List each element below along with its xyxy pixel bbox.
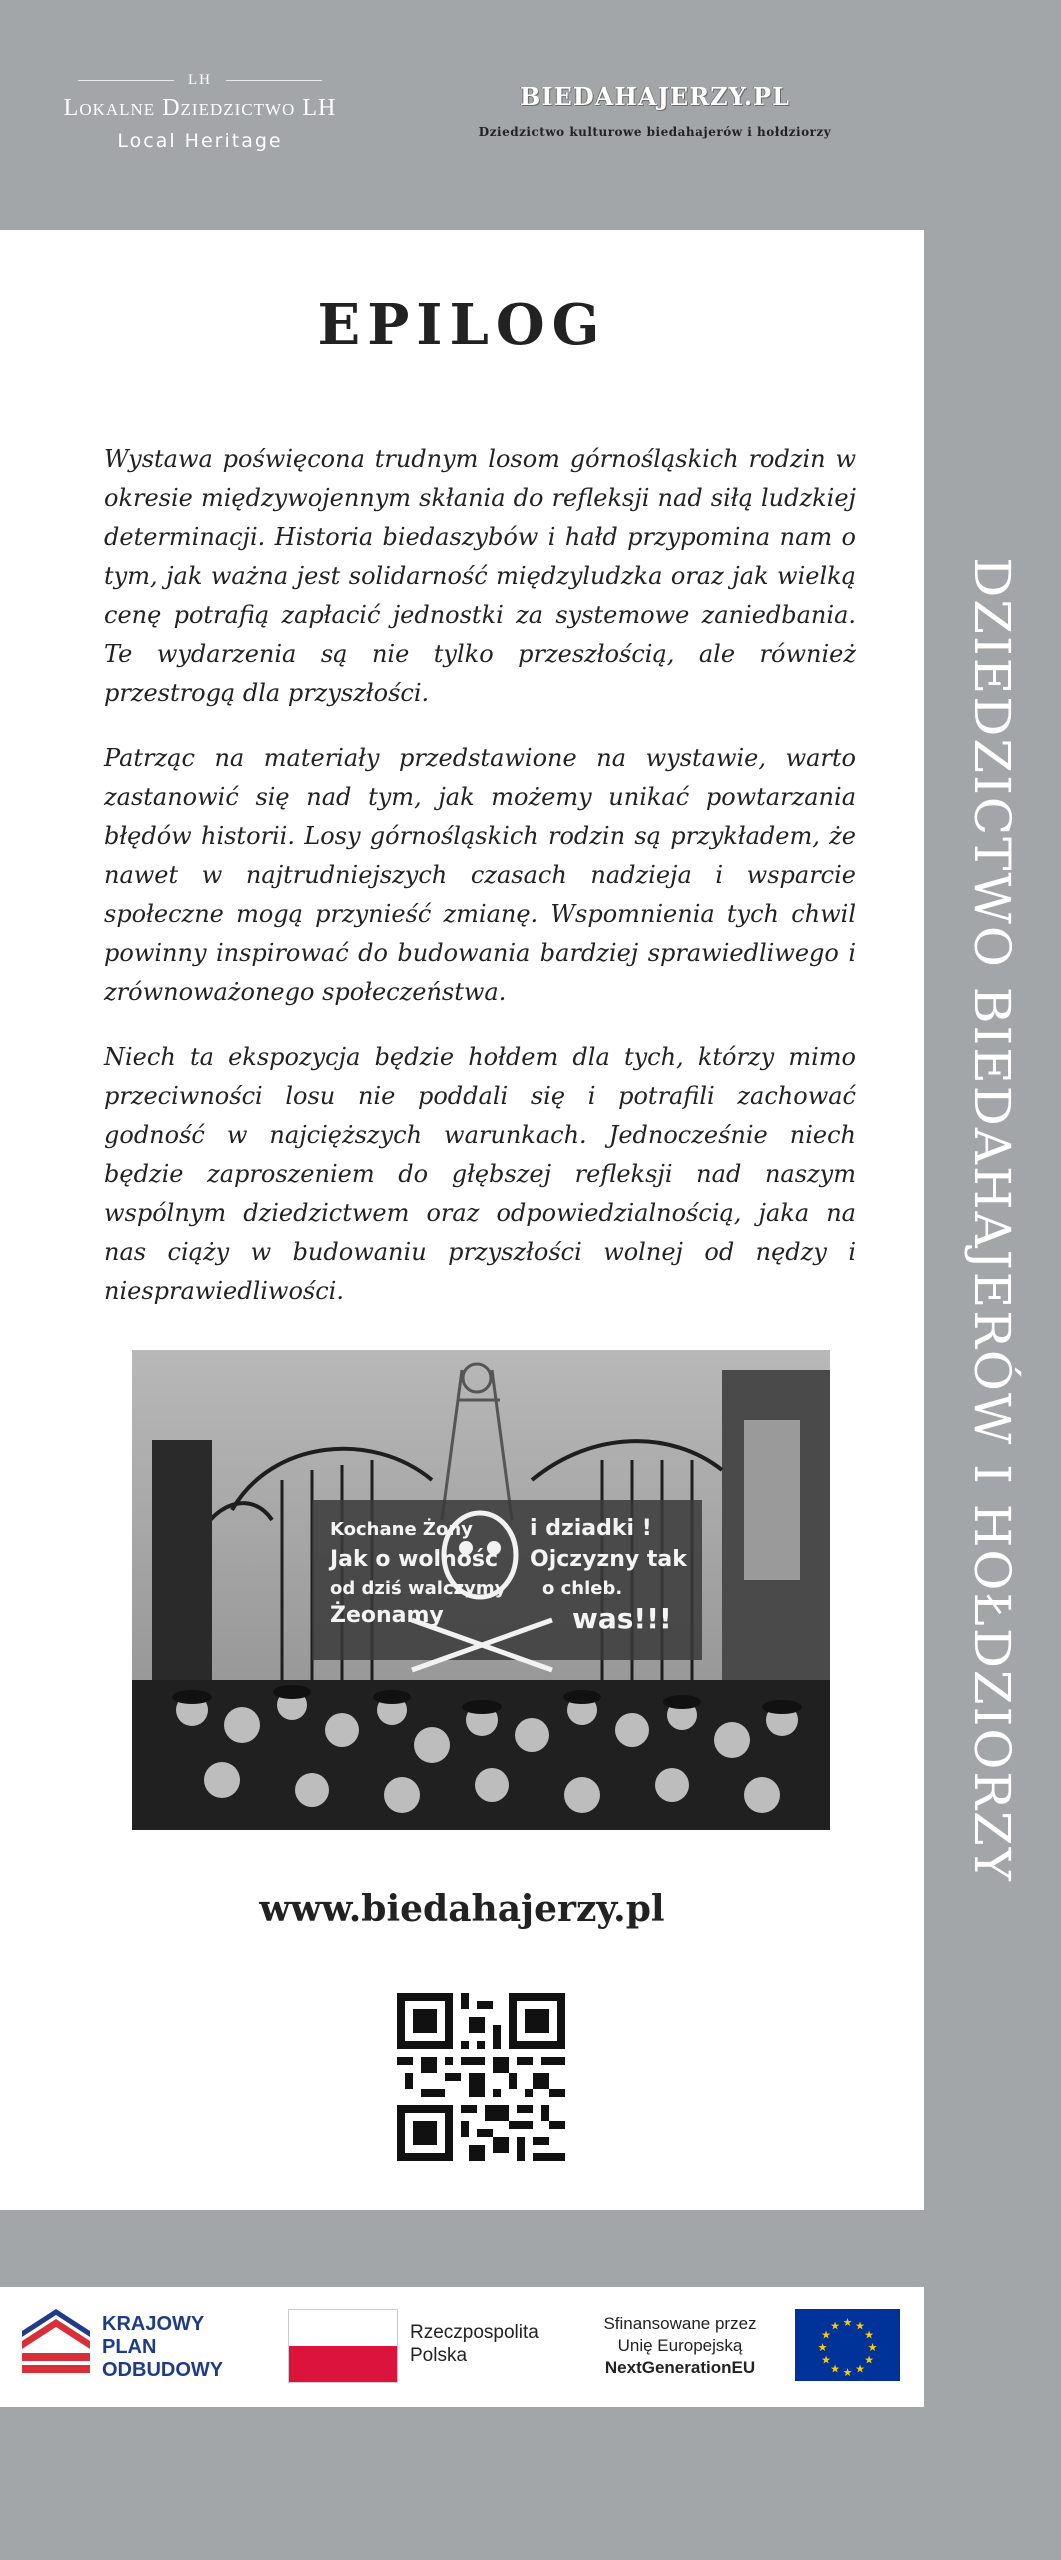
rp-text <box>410 2321 539 2367</box>
paragraph: Patrząc na materiały przedstawione na wystawie, warto zastanowić się nad tym, jak możemy unikać powtarzania błędów historii. Losy górnośląskich rodzin są przykładem, że nawet w najtrudniejszych czasach nadzieja i wsparcie społeczne mogą przynieść zmianę. Wspomnienia tych chwil powinny inspirować do budowania bardziej sprawiedliwego i zrównoważonego społeczeństwa. <box>104 744 856 1006</box>
bh-subtitle: Dziedzictwo kulturowe biedahajerów i hołdziorzy <box>478 125 832 139</box>
eu-line: NextGenerationEU <box>604 2358 756 2377</box>
paragraph: Wystawa poświęcona trudnym losom górnośląskich rodzin w okresie międzywojennym skłania do refleksji nad siłą ludzkiej determinacji. Historia biedaszybów i hałd przypomina nam o tym, jak ważna jest solidarność międzyludzka oraz jak wielką cenę potrafią zapłacić jednostki za systemowe zaniedbania. Te wydarzenia są nie tylko przeszłością, ale również przestrogą dla przyszłości. <box>104 445 856 707</box>
epilog-text <box>104 440 856 1337</box>
kpo-icon <box>22 2309 92 2381</box>
side-title: DZIEDZICTWO BIEDAHAJERÓW I HOŁDZIORZY <box>963 557 1021 1883</box>
svg-text:★: ★ <box>842 2316 853 2329</box>
svg-text:★: ★ <box>864 2328 874 2342</box>
eu-flag-icon <box>795 2309 900 2381</box>
banner-right-line-2: Ojczyzny tak <box>530 1547 687 1572</box>
svg-text:★: ★ <box>830 2319 840 2333</box>
qr-code[interactable] <box>397 1993 565 2161</box>
svg-text:★: ★ <box>842 2366 853 2379</box>
svg-text:★: ★ <box>821 2328 831 2342</box>
eu-line: Unię Europejską <box>617 2336 743 2355</box>
kpo-line: ODBUDOWY <box>102 2359 224 2381</box>
lh-mark <box>40 72 360 89</box>
kpo-text <box>102 2313 223 2382</box>
banner-left-line-4: Żeonamy <box>330 1603 444 1628</box>
page-title: EPILOG <box>317 292 607 358</box>
svg-text:★: ★ <box>821 2353 831 2367</box>
lh-subtitle: Local Heritage <box>117 130 283 152</box>
banner-left-line-3: od dziś walczymy <box>330 1578 507 1599</box>
svg-text:★: ★ <box>867 2341 878 2354</box>
paragraph: Niech ta ekspozycja będzie hołdem dla tych, którzy mimo przeciwności losu nie poddali się i potrafili zachować godność w najcięższych warunkach. Jednocześnie niech będzie zaproszeniem do głębszej refleksji nad naszym wspólnym dziedzictwem oraz odpowiedzialnością, jaka na nas ciąży w budowaniu przyszłości wolnej od nędzy i niesprawiedliwości. <box>104 1043 856 1305</box>
historical-photo <box>132 1350 830 1830</box>
lokalne-dziedzictwo-logo <box>40 72 360 152</box>
kpo-line: KRAJOWY <box>102 2313 205 2335</box>
footer-logos <box>0 2287 924 2407</box>
kpo-logo <box>22 2309 224 2385</box>
lh-name: Lokalne Dziedzictwo LH <box>63 95 337 121</box>
lh-mark-text: LH <box>188 72 212 88</box>
rp-line: Polska <box>410 2345 468 2366</box>
banner-left-line-1: Kochane Żony <box>330 1519 473 1540</box>
website-url[interactable]: www.biedahajerzy.pl <box>259 1888 665 1930</box>
banner-right-line-3: o chleb. <box>542 1578 623 1599</box>
banner-right-line-4: was!!! <box>572 1602 672 1635</box>
svg-text:★: ★ <box>855 2362 865 2376</box>
biedahajerzy-logo <box>460 82 850 139</box>
svg-text:★: ★ <box>817 2341 828 2354</box>
bh-title: BIEDAHAJERZY.PL <box>520 82 790 111</box>
rp-line: Rzeczpospolita <box>410 2322 539 2343</box>
eu-text <box>580 2313 780 2379</box>
eu-line: Sfinansowane przez <box>603 2314 757 2333</box>
banner-left-line-2: Jak o wolność <box>330 1547 498 1572</box>
kpo-line: PLAN <box>102 2336 157 2358</box>
banner-right-line-1: i dziadki ! <box>530 1516 652 1541</box>
svg-text:★: ★ <box>864 2353 874 2367</box>
header <box>0 0 1061 230</box>
svg-text:★: ★ <box>855 2319 865 2333</box>
svg-text:★: ★ <box>830 2362 840 2376</box>
polish-flag-icon <box>288 2309 398 2383</box>
